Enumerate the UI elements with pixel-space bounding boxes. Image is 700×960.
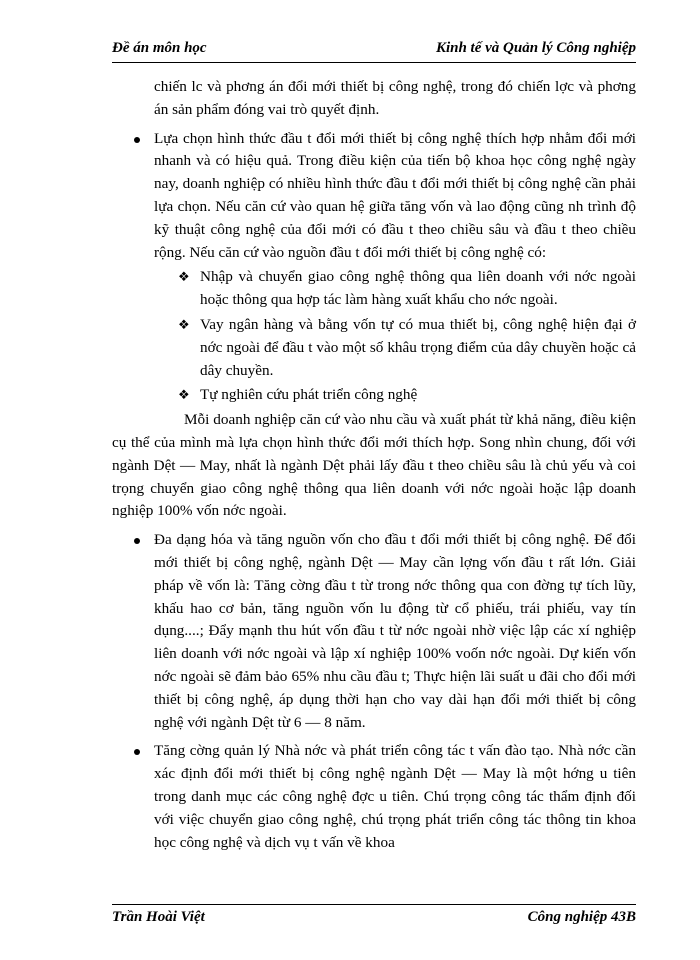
header-course: Đề án môn học	[112, 40, 207, 56]
sub-bullet-text: Tự nghiên cứu phát triển công nghệ	[200, 386, 418, 404]
continued-paragraph: chiến lc và phơng án đổi mới thiết bị công nghệ, trong đó chiến lợc và phơng án sản phẩm đóng vai trò quyết định.	[154, 78, 636, 118]
footer-rule	[112, 904, 636, 905]
sub-bullet-text: Nhập và chuyển giao công nghệ thông qua liên doanh với nớc ngoài hoặc thông qua hợp tác làm hàng xuất khẩu cho nớc ngoài.	[200, 268, 636, 309]
body-paragraph: Mỗi doanh nghiệp căn cứ vào nhu cầu và xuất phát từ khả năng, điều kiện cụ thể của mình mà lựa chọn hình thức đổi mới thích hợp. Song nhìn chung, đối với ngành Dệt — May, nhất là ngành Dệt phải lấy đầu t theo chiều sâu là chủ yếu và coi trọng chuyển giao công nghệ thông qua liên doanh với nớc ngoài hoặc lập doanh nghiệp 100% vốn nớc ngoài.	[112, 411, 636, 520]
sub-bullet-item	[112, 314, 636, 382]
bullet-text: Đa dạng hóa và tăng nguồn vốn cho đầu t đổi mới thiết bị công nghệ. Để đổi mới thiết bị công nghệ, ngành Dệt — May cần lợng vốn đầu t rất lớn. Giải pháp về vốn là: Tăng cờng đầu t từ trong nớc thông qua con đờng tự tích lũy, khấu hao cơ bản, tăng nguồn vốn lu động từ cổ phiếu, trái phiếu, vay tín dụng....; Đẩy mạnh thu hút vốn đầu t từ nớc ngoài nhờ việc lập các xí nghiệp liên doanh với nớc ngoài và lập xí nghiệp 100% voốn nớc ngoài. Dự kiến vốn nớc ngoài sẽ đảm bảo 65% nhu cầu đầu t; Thực hiện lãi suất u đãi cho đổi mới thiết bị công nghệ, áp dụng thời hạn cho vay dài hạn đổi mới thiết bị công nghệ với ngành Dệt từ 6 — 8 năm.	[154, 531, 636, 731]
diamond-bullet-icon: ❖	[178, 316, 190, 332]
sub-bullet-item	[112, 266, 636, 312]
diamond-bullet-icon: ❖	[178, 387, 190, 403]
bullet-icon	[134, 538, 140, 544]
page-header	[112, 38, 636, 60]
sub-bullet-item	[112, 384, 636, 407]
bullet-text: Lựa chọn hình thức đầu t đổi mới thiết bị công nghệ thích hợp nhằm đổi mới nhanh và có hiệu quả. Trong điều kiện của tiến bộ khoa học công nghệ ngày nay, doanh nghiệp có nhiều hình thức đầu t đổi mới thiết bị công nghệ cần phải lựa chọn. Nếu căn cứ vào quan hệ giữa tăng vốn và lao động cũng nh trình độ kỹ thuật công nghệ của đổi mới có đầu t theo chiều sâu và đầu t theo chiều rộng. Nếu căn cứ vào nguồn đầu t đổi mới thiết bị công nghệ có:	[154, 129, 636, 261]
footer-author: Trần Hoài Việt	[112, 909, 205, 925]
bullet-icon	[134, 137, 140, 143]
bullet-item	[112, 128, 636, 265]
bullet-item	[112, 740, 636, 854]
document-body	[112, 76, 636, 854]
header-department: Kinh tế và Quản lý Công nghiệp	[435, 40, 636, 56]
page-footer	[112, 906, 636, 928]
bullet-text: Tăng cờng quản lý Nhà nớc và phát triển công tác t vấn đào tạo. Nhà nớc cần xác định đổi mới thiết bị công nghệ ngành Dệt — May là một hớng u tiên trong danh mục các công nghệ đợc u tiên. Chú trọng công tác thẩm định đối với việc chuyển giao công nghệ, chú trọng phát triển công tác thông tin khoa học công nghệ và dịch vụ t vấn về khoa	[154, 742, 636, 851]
sub-bullet-text: Vay ngân hàng và bằng vốn tự có mua thiết bị, công nghệ hiện đại ở nớc ngoài để đầu t vào một số khâu trọng điểm của dây chuyền hoặc cả dây chuyền.	[200, 315, 636, 379]
bullet-icon	[134, 749, 140, 755]
diamond-bullet-icon: ❖	[178, 269, 190, 285]
header-rule	[112, 62, 636, 63]
bullet-item	[112, 529, 636, 734]
footer-class: Công nghiệp 43B	[527, 909, 636, 925]
